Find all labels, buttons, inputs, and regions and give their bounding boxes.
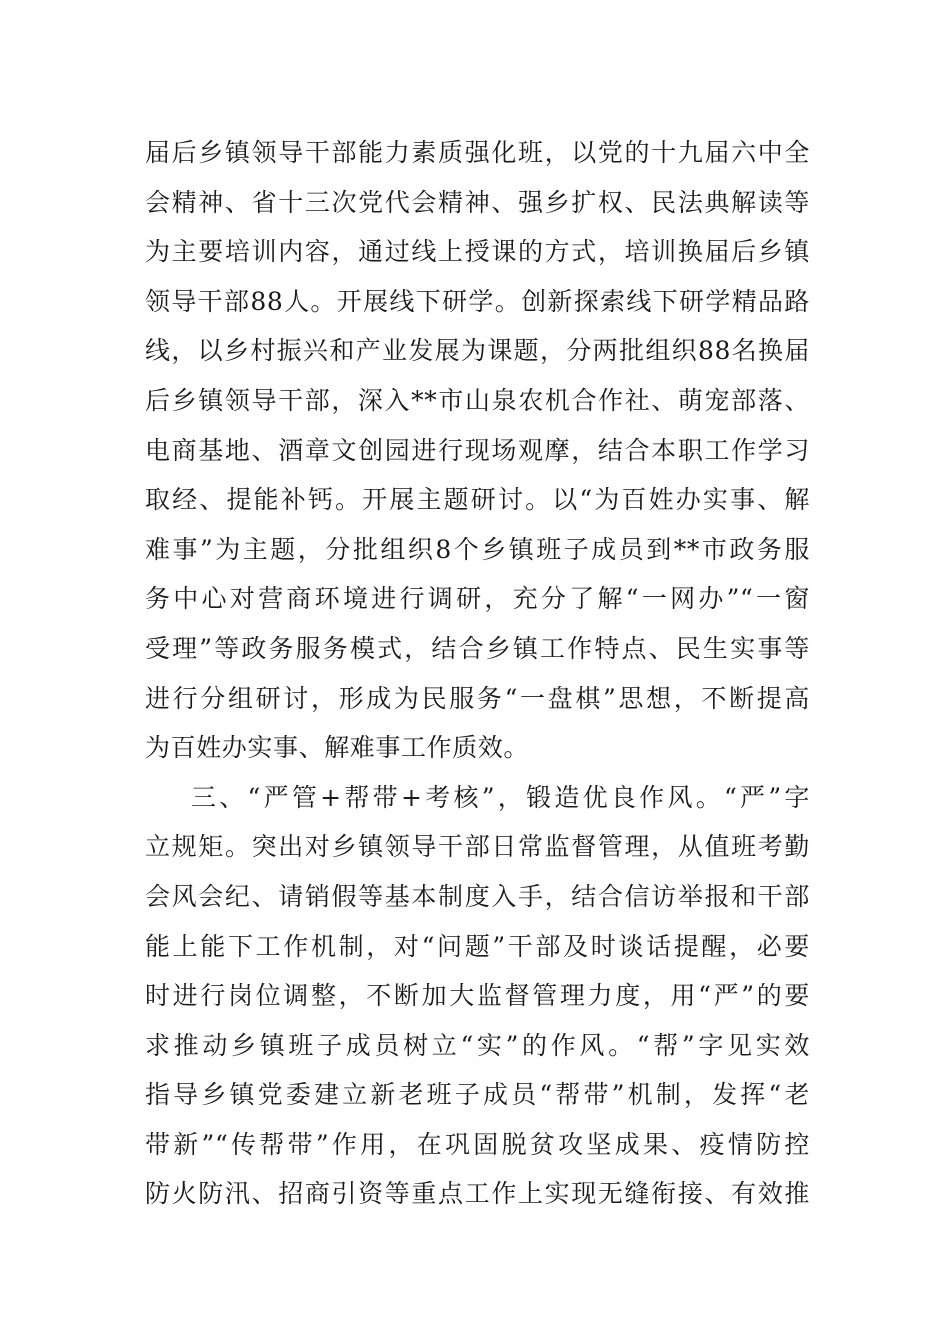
text-line: 领导干部88人。开展线下研学。创新探索线下研学精品路 bbox=[145, 286, 810, 316]
text-line: 带新”“传帮带”作用，在巩固脱贫攻坚成果、疫情防控 bbox=[145, 1129, 810, 1159]
text-line: 指导乡镇党委建立新老班子成员“帮带”机制，发挥“老 bbox=[145, 1080, 810, 1110]
text-line: 届后乡镇领导干部能力素质强化班，以党的十九届六中全 bbox=[145, 138, 810, 167]
text-line: 防火防汛、招商引资等重点工作上实现无缝衔接、有效推 bbox=[145, 1179, 810, 1209]
paragraph-end-line: 为百姓办实事、解难事工作质效。 bbox=[145, 733, 530, 763]
text-line: 进行分组研讨，形成为民服务“一盘棋”思想，不断提高 bbox=[145, 683, 810, 713]
text-line: 会风会纪、请销假等基本制度入手，结合信访举报和干部 bbox=[145, 881, 810, 911]
text-line: 务中心对营商环境进行调研，充分了解“一网办”“一窗 bbox=[145, 584, 810, 614]
text-line: 求推动乡镇班子成员树立“实”的作风。“帮”字见实效 bbox=[145, 1030, 810, 1060]
section-heading-line: 三、“严管+帮带+考核”，锻造优良作风。“严”字 bbox=[191, 782, 810, 812]
text-line: 线，以乡村振兴和产业发展为课题，分两批组织88名换届 bbox=[145, 336, 810, 366]
text-line: 取经、提能补钙。开展主题研讨。以“为百姓办实事、解 bbox=[145, 485, 810, 515]
text-line: 会精神、省十三次党代会精神、强乡扩权、民法典解读等 bbox=[145, 187, 810, 217]
text-line: 后乡镇领导干部，深入**市山泉农机合作社、萌宠部落、 bbox=[145, 385, 810, 415]
text-line: 能上能下工作机制，对“问题”干部及时谈话提醒，必要 bbox=[145, 931, 810, 961]
text-line: 受理”等政务服务模式，结合乡镇工作特点、民生实事等 bbox=[145, 633, 810, 663]
text-line: 为主要培训内容，通过线上授课的方式，培训换届后乡镇 bbox=[145, 237, 810, 267]
text-line: 时进行岗位调整，不断加大监督管理力度，用“严”的要 bbox=[145, 981, 810, 1011]
text-line: 难事”为主题，分批组织8个乡镇班子成员到**市政务服 bbox=[145, 534, 810, 564]
text-line: 立规矩。突出对乡镇领导干部日常监督管理，从值班考勤 bbox=[145, 832, 810, 862]
text-line: 电商基地、酒章文创园进行现场观摩，结合本职工作学习 bbox=[145, 435, 810, 465]
body-text bbox=[145, 128, 810, 1219]
